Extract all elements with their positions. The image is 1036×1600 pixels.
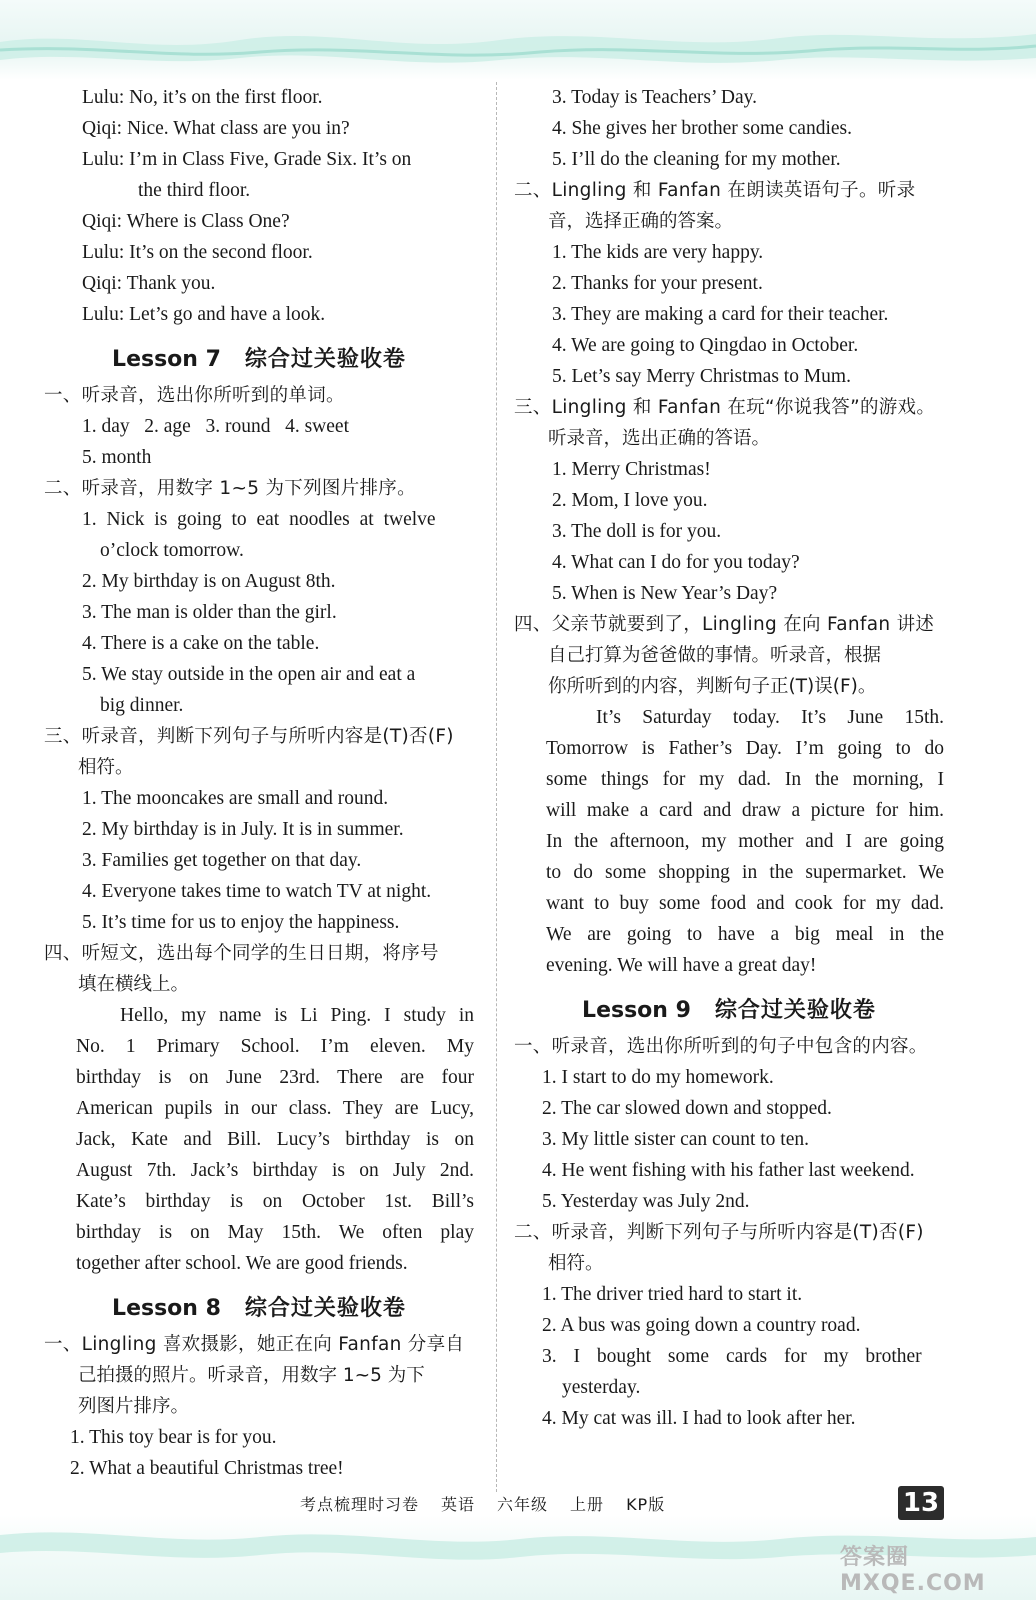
lesson-7-heading [44,342,474,378]
list-item: 5. It’s time for us to enjoy the happiness. [82,912,400,933]
dialogue-line: the third floor. [138,180,251,201]
dialogue-line: Qiqi: Thank you. [82,273,216,294]
section-heading: 二、听录音，判断下列句子与所听内容是(T)否(F) [514,1222,924,1243]
column-divider [496,82,497,1492]
list-item: 1. The mooncakes are small and round. [82,788,389,809]
list-item: 4. He went fishing with his father last weekend. [542,1160,915,1181]
list-item: 4. What can I do for you today? [552,552,800,573]
list-item: 3. The doll is for you. [552,521,722,542]
section-heading-cont: 列图片排序。 [78,1396,190,1417]
list-item: 1. Nick is going to eat noodles at twelve [82,509,436,530]
section-heading: 三、听录音，判断下列句子与所听内容是(T)否(F) [44,726,454,747]
list-item: big dinner. [100,695,184,716]
list-item: 3. Today is Teachers’ Day. [552,87,758,108]
section-heading-cont: 自己打算为爸爸做的事情。听录音，根据 [548,645,882,666]
lesson-title: Lesson 7 [112,347,221,372]
passage-line: birthday is on June 23rd. There are four [76,1067,474,1088]
list-item: 4. We are going to Qingdao in October. [552,335,859,356]
list-item: 4. She gives her brother some candies. [552,118,853,139]
section-heading: 二、Lingling 和 Fanfan 在朗读英语句子。听录 [514,180,916,201]
footer-subject: 英语 [441,1495,476,1514]
list-item: 5. When is New Year’s Day? [552,583,778,604]
dialogue-line: Lulu: I’m in Class Five, Grade Six. It’s on [82,149,412,170]
section-heading-cont: 相符。 [548,1253,604,1274]
section-heading-cont: 音，选择正确的答案。 [548,211,734,232]
dialogue-line: Lulu: It’s on the second floor. [82,242,313,263]
list-item: 1. This toy bear is for you. [70,1427,277,1448]
list-item: 3. They are making a card for their teacher. [552,304,889,325]
dialogue-line: Lulu: No, it’s on the first floor. [82,87,323,108]
passage-line: together after school. We are good friends. [76,1253,408,1274]
dialogue-line: Qiqi: Nice. What class are you in? [82,118,350,139]
passage-line: Kate’s birthday is on October 1st. Bill’s [76,1191,474,1212]
list-item: 5. Yesterday was July 2nd. [542,1191,750,1212]
footer-book: 考点梳理时习卷 [300,1495,420,1514]
passage-line: to do some shopping in the supermarket. We [546,862,944,883]
lesson-subtitle: 综合过关验收卷 [244,347,406,372]
passage-line: want to buy some food and cook for my dad. [546,893,944,914]
list-item: 1. Merry Christmas! [552,459,711,480]
footer-term: 上册 [570,1495,605,1514]
list-item: 2. My birthday is in July. It is in summer. [82,819,404,840]
section-heading-cont: 填在横线上。 [78,974,190,995]
footer-edition: KP版 [626,1495,666,1514]
lesson-title: Lesson 8 [112,1296,221,1321]
section-heading: 一、听录音，选出你所听到的句子中包含的内容。 [514,1036,928,1057]
section-heading-cont: 己拍摄的照片。听录音，用数字 1~5 为下 [78,1365,425,1386]
watermark: 答案圈 MXQE.COM [840,1545,986,1596]
page-number: 13 [898,1486,944,1520]
passage-line: evening. We will have a great day! [546,955,817,976]
list-item: 1. The kids are very happy. [552,242,764,263]
list-item: 2. The car slowed down and stopped. [542,1098,832,1119]
footer-grade: 六年级 [497,1495,549,1514]
passage-line: In the afternoon, my mother and I are going [546,831,944,852]
list-item: 1. The driver tried hard to start it. [542,1284,803,1305]
list-item: 3. Families get together on that day. [82,850,362,871]
section-heading: 四、听短文，选出每个同学的生日日期，将序号 [44,943,439,964]
list-item: 4. Everyone takes time to watch TV at night. [82,881,432,902]
list-item: 4. There is a cake on the table. [82,633,320,654]
passage-line: August 7th. Jack’s birthday is on July 2nd. [76,1160,474,1181]
list-item: 5. We stay outside in the open air and eat a [82,664,416,685]
lesson-subtitle: 综合过关验收卷 [714,998,876,1023]
lesson-subtitle: 综合过关验收卷 [244,1296,406,1321]
section-heading: 四、父亲节就要到了，Lingling 在向 Fanfan 讲述 [514,614,935,635]
list-item: 5. Let’s say Merry Christmas to Mum. [552,366,851,387]
list-item: yesterday. [562,1377,641,1398]
passage-line: American pupils in our class. They are Lucy, [76,1098,474,1119]
section-heading: 一、听录音，选出你所听到的单词。 [44,385,345,406]
passage-line: It’s Saturday today. It’s June 15th. [596,707,944,728]
dialogue-line: Qiqi: Where is Class One? [82,211,290,232]
list-item: 3. My little sister can count to ten. [542,1129,809,1150]
list-item: 2. Thanks for your present. [552,273,763,294]
dialogue-line: Lulu: Let’s go and have a look. [82,304,326,325]
list-item: o’clock tomorrow. [100,540,244,561]
list-item: 2. A bus was going down a country road. [542,1315,861,1336]
section-heading-cont: 相符。 [78,757,134,778]
list-item: 1. day 2. age 3. round 4. sweet [82,416,349,437]
lesson-8-heading [44,1291,474,1327]
passage-line: Tomorrow is Father’s Day. I’m going to do [546,738,944,759]
list-item: 3. The man is older than the girl. [82,602,337,623]
list-item: 5. month [82,447,152,468]
passage-line: We are going to have a big meal in the [546,924,944,945]
list-item: 2. What a beautiful Christmas tree! [70,1458,344,1479]
list-item: 3. I bought some cards for my brother [542,1346,922,1367]
section-heading-cont: 听录音，选出正确的答语。 [548,428,771,449]
list-item: 1. I start to do my homework. [542,1067,774,1088]
passage-line: Hello, my name is Li Ping. I study in [120,1005,474,1026]
list-item: 5. I’ll do the cleaning for my mother. [552,149,841,170]
lesson-9-heading [514,993,944,1029]
right-column [514,82,944,1434]
passage-line: some things for my dad. In the morning, I [546,769,944,790]
header-wave-decoration [0,0,1036,80]
section-heading-cont: 你所听到的内容，判断句子正(T)误(F)。 [548,676,877,697]
list-item: 2. Mom, I love you. [552,490,708,511]
lesson-title: Lesson 9 [582,998,691,1023]
section-heading: 二、听录音，用数字 1~5 为下列图片排序。 [44,478,416,499]
passage-line: will make a card and draw a picture for him. [546,800,944,821]
left-column [44,82,474,1484]
list-item: 2. My birthday is on August 8th. [82,571,336,592]
list-item: 4. My cat was ill. I had to look after her. [542,1408,856,1429]
passage-line: birthday is on May 15th. We often play [76,1222,474,1243]
section-heading: 一、Lingling 喜欢摄影，她正在向 Fanfan 分享自 [44,1334,465,1355]
passage-line: No. 1 Primary School. I’m eleven. My [76,1036,474,1057]
passage-line: Jack, Kate and Bill. Lucy’s birthday is on [76,1129,474,1150]
footer-book-info [300,1492,687,1515]
section-heading: 三、Lingling 和 Fanfan 在玩“你说我答”的游戏。 [514,397,936,418]
